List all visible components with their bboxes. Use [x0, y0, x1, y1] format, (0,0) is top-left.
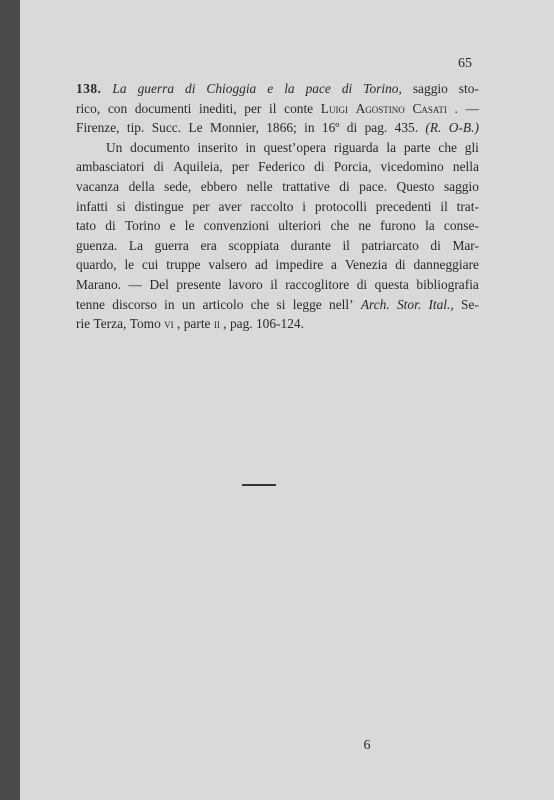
entry-word: in [245, 139, 256, 155]
entry-word: tato [76, 218, 97, 234]
entry-word: ii [213, 316, 220, 332]
entry-word: rie [76, 316, 91, 332]
entry-word: trattative [282, 178, 330, 194]
entry-word: Del [149, 276, 169, 292]
entry-word: il [270, 276, 278, 292]
entry-word: truppe [166, 257, 201, 273]
entry-word: di [105, 218, 116, 234]
entry-line [76, 216, 479, 236]
entry-word: Agostino [355, 100, 405, 116]
entry-word: quardo, [76, 257, 117, 273]
entry-line [76, 118, 479, 138]
entry-word: 138. [76, 81, 102, 96]
entry-word: parte [403, 139, 431, 155]
entry-word: in [304, 120, 315, 136]
entry-word: discorso [112, 296, 157, 312]
signature-mark: 6 [363, 738, 371, 753]
entry-line [76, 79, 479, 99]
entry-word: Stor. [396, 296, 422, 312]
entry-word: Porcia, [333, 159, 372, 175]
entry-word: Marano. [76, 276, 121, 292]
entry-word: furono [380, 218, 416, 234]
entry-word: di [346, 120, 358, 136]
entry-word: saggio [412, 81, 448, 96]
entry-line [76, 99, 479, 119]
entry-line [76, 177, 479, 197]
entry-word: , [223, 316, 227, 332]
entry-word: un [181, 296, 196, 312]
entry-line [76, 157, 479, 177]
entry-line [76, 197, 479, 217]
entry-word: pag. [364, 120, 388, 136]
entry-word: Un [106, 139, 123, 155]
entry-word: il [269, 100, 277, 116]
entry-word: protocolli [314, 198, 367, 214]
entry-word: impedire [275, 257, 324, 273]
entry-word: vicedomino [380, 159, 444, 175]
entry-word: per [244, 100, 262, 116]
entry-word: a [331, 257, 337, 273]
entry-word: di [185, 81, 196, 96]
entry-word: raccoglitore [285, 276, 350, 292]
entry-word: la [284, 81, 295, 96]
entry-word: tenne [76, 296, 105, 312]
entry-word: il [440, 198, 448, 214]
entry-word: 16º [321, 120, 340, 136]
entry-word: 106-124. [255, 316, 304, 332]
entry-word: , [177, 316, 181, 332]
entry-word: il [342, 237, 350, 253]
entry-word: articolo [202, 296, 244, 312]
entry-word: distingue [134, 198, 184, 214]
entry-word: quest’opera [263, 139, 327, 155]
entry-word: Luigi [320, 100, 348, 116]
entry-word: aver [218, 198, 242, 214]
entry-word: Le [188, 120, 203, 136]
entry-word: con [107, 100, 128, 116]
book-page [20, 0, 554, 800]
entry-word: nella [452, 159, 479, 175]
entry-word: pace. [359, 178, 388, 194]
entry-word: le [184, 218, 195, 234]
entry-word: Monnier, [209, 120, 259, 136]
entry-word: di [314, 159, 325, 175]
entry-word: questa [374, 276, 409, 292]
entry-word: — [128, 276, 142, 292]
entry-word: Torino [124, 218, 161, 234]
entry-line [76, 236, 479, 256]
entry-word: della [128, 178, 155, 194]
entry-word: Questo [396, 178, 435, 194]
entry-word: inediti, [199, 100, 237, 116]
entry-word: documento [130, 139, 190, 155]
entry-word: parte [183, 316, 211, 332]
entry-word: cui [142, 257, 159, 273]
entry-word: gli [464, 139, 479, 155]
entry-word: trat- [456, 198, 479, 214]
entry-word: di [341, 81, 353, 96]
entry-word: e [267, 81, 274, 96]
entry-word: tip. [126, 120, 145, 136]
entry-word: Tomo [129, 316, 161, 332]
entry-word: O-B.) [448, 120, 479, 136]
entry-word: si [116, 198, 126, 214]
entry-word: di [356, 276, 368, 292]
entry-word: le [124, 257, 135, 273]
entry-word: presente [176, 276, 221, 292]
entry-word: documenti [134, 100, 192, 116]
entry-word: — [465, 100, 479, 116]
entry-word: pag. [229, 316, 253, 332]
entry-word: 435. [394, 120, 419, 136]
bibliography-entry [76, 79, 479, 334]
entry-word: Mar- [452, 237, 479, 253]
entry-word: lavoro [228, 276, 263, 292]
entry-word: Terza, [93, 316, 127, 332]
entry-word: che [250, 296, 270, 312]
entry-word: . [454, 100, 458, 116]
book-spine [0, 0, 20, 800]
entry-word: guerra [137, 81, 175, 96]
entry-line [76, 295, 479, 315]
entry-word: convenzioni [203, 218, 270, 234]
entry-word: Chioggia [206, 81, 257, 96]
entry-word: Ital., [428, 296, 454, 312]
entry-word: rico, [76, 100, 101, 116]
entry-word: si [276, 296, 286, 312]
entry-word: raccolto [250, 198, 294, 214]
entry-word: che [330, 218, 350, 234]
entry-word: infatti [76, 198, 108, 214]
entry-word: sede, [164, 178, 192, 194]
entry-word: danneggiare [413, 257, 479, 273]
entry-word: nelle [246, 178, 273, 194]
entry-word: durante [290, 237, 331, 253]
entry-word: Torino, [363, 81, 402, 96]
entry-word: sto- [458, 81, 479, 96]
entry-word: Arch. [360, 296, 390, 312]
entry-line [76, 314, 479, 334]
entry-word: 1866; [266, 120, 297, 136]
entry-word: ulteriori [278, 218, 322, 234]
entry-word: guerra [154, 237, 189, 253]
entry-word: ne [358, 218, 371, 234]
entry-word: che [438, 139, 457, 155]
entry-word: in [164, 296, 175, 312]
entry-word: conse- [443, 218, 479, 234]
entry-word: nell’ [329, 296, 354, 312]
entry-word: saggio [443, 178, 479, 194]
entry-word: Firenze, [76, 120, 120, 136]
entry-word: inserito [197, 139, 238, 155]
entry-word: Venezia [344, 257, 388, 273]
entry-word: conte [284, 100, 314, 116]
entry-word: La [112, 81, 127, 96]
entry-word: Federico [258, 159, 305, 175]
entry-word: scoppiata [228, 237, 280, 253]
entry-word: di [395, 257, 406, 273]
entry-word: legge [292, 296, 322, 312]
entry-word: e [169, 218, 176, 234]
entry-word: la [386, 139, 397, 155]
entry-word: Aquileia, [173, 159, 223, 175]
entry-line [76, 255, 479, 275]
entry-word: ad [255, 257, 268, 273]
entry-word: per [231, 159, 249, 175]
entry-word: vacanza [76, 178, 120, 194]
entry-word: ambasciatori [76, 159, 145, 175]
section-divider [242, 484, 276, 486]
entry-word: di [339, 178, 350, 194]
entry-word: guenza. [76, 237, 118, 253]
entry-word: riguarda [333, 139, 379, 155]
entry-word: Casati [412, 100, 447, 116]
entry-word: era [200, 237, 217, 253]
entry-word: (R. [425, 120, 442, 136]
entry-word: la [425, 218, 435, 234]
entry-word: pace [305, 81, 331, 96]
entry-word: valsero [208, 257, 248, 273]
entry-line [76, 275, 479, 295]
entry-word: bibliografia [416, 276, 479, 292]
entry-word: patriarcato [361, 237, 419, 253]
entry-word: La [128, 237, 144, 253]
entry-word: per [192, 198, 210, 214]
entry-word: di [430, 237, 441, 253]
entry-word: Succ. [151, 120, 182, 136]
entry-word: vi [164, 316, 174, 332]
entry-line [76, 138, 479, 158]
page-number: 65 [458, 56, 472, 71]
entry-word: Se- [461, 296, 479, 312]
entry-word: di [153, 159, 165, 175]
entry-word: precedenti [375, 198, 432, 214]
entry-word: i [302, 198, 307, 214]
entry-word: ebbero [200, 178, 238, 194]
